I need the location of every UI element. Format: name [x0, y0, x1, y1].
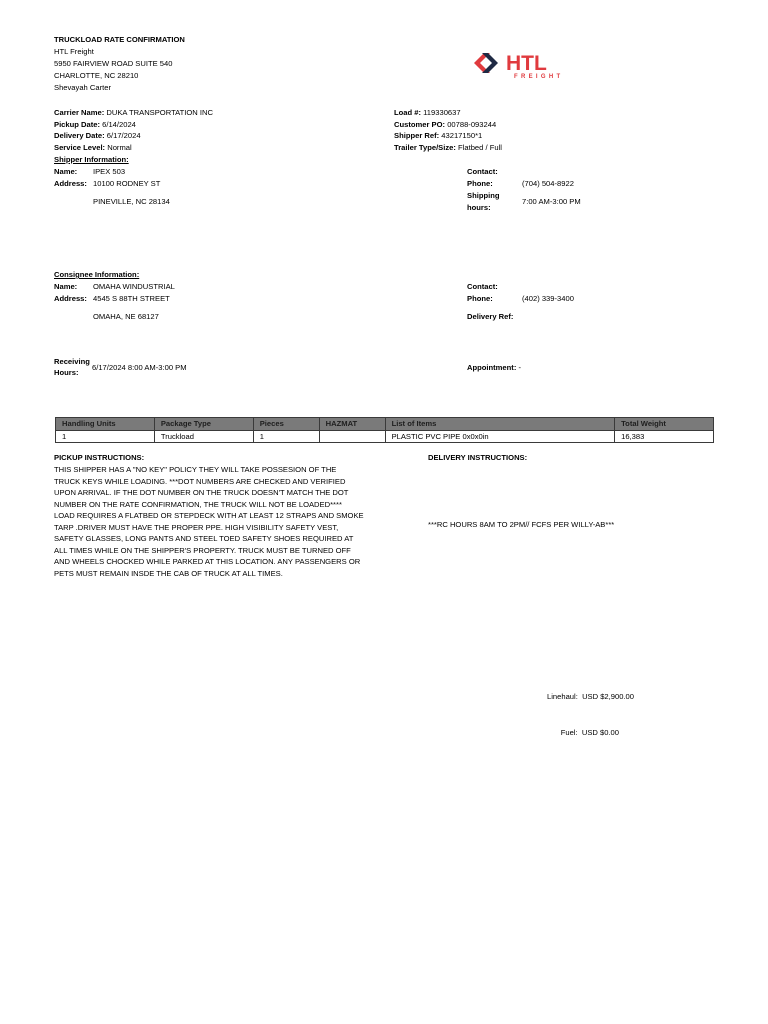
customer-po-value: 00788-093244 [447, 120, 497, 129]
shipper-heading: Shipper Information: [54, 155, 129, 164]
trailer-type-row [394, 142, 502, 154]
company-contact: Shevayah Carter [54, 83, 111, 92]
pickup-date-value: 6/14/2024 [102, 120, 136, 129]
shipper-hours-value: 7:00 AM-3:00 PM [522, 197, 581, 206]
consignee-address-line2: OMAHA, NE 68127 [93, 312, 159, 321]
service-level-label: Service Level: [54, 143, 106, 152]
appointment-label: Appointment: [467, 363, 517, 372]
linehaul-label: Linehaul: [547, 692, 578, 701]
load-number-label: Load #: [394, 108, 422, 117]
consignee-name-label: Name: [54, 282, 78, 291]
customer-po-label: Customer PO: [394, 120, 446, 129]
cell-list-of-items: PLASTIC PVC PIPE 0x0x0in [385, 430, 615, 443]
shipper-hours-label-2: hours: [467, 203, 491, 212]
fuel-value: USD $0.00 [581, 728, 619, 737]
linehaul-row [547, 691, 634, 703]
shipper-address-label: Address: [54, 179, 87, 188]
consignee-phone-value: (402) 339-3400 [522, 294, 574, 303]
shipper-address-line1: 10100 RODNEY ST [93, 179, 161, 188]
delivery-date-value: 6/17/2024 [106, 131, 141, 140]
shipper-name-label: Name: [54, 167, 78, 176]
delivery-instructions-heading: DELIVERY INSTRUCTIONS: [428, 453, 528, 462]
svg-text:HTL: HTL [506, 52, 547, 75]
appointment-value: - [518, 363, 522, 372]
service-level-value: Normal [107, 143, 132, 152]
document-title: TRUCKLOAD RATE CONFIRMATION [54, 35, 185, 44]
delivery-instructions-text: ***RC HOURS 8AM TO 2PM// FCFS PER WILLY-AB*** [428, 520, 615, 529]
delivery-date-label: Delivery Date: [54, 131, 105, 140]
col-package-type: Package Type [154, 418, 253, 431]
shipper-address-line2: PINEVILLE, NC 28134 [93, 197, 170, 206]
pickup-date-label: Pickup Date: [54, 120, 100, 129]
table-row [56, 430, 714, 443]
company-address-line2: CHARLOTTE, NC 28210 [54, 71, 139, 80]
col-handling-units: Handling Units [56, 418, 155, 431]
shipper-phone-label: Phone: [467, 179, 493, 188]
pickup-instructions-heading: PICKUP INSTRUCTIONS: [54, 453, 145, 462]
fuel-label: Fuel: [560, 728, 578, 737]
receiving-hours-value: 6/17/2024 8:00 AM-3:00 PM [92, 363, 187, 372]
shipper-contact-label: Contact: [467, 167, 498, 176]
logo-chevron-icon [470, 50, 580, 80]
fuel-row [561, 727, 619, 739]
items-table [55, 417, 714, 443]
htl-freight-logo [470, 50, 580, 80]
company-name: HTL Freight [54, 47, 94, 56]
delivery-ref-label: Delivery Ref: [467, 312, 514, 321]
col-list-of-items: List of Items [385, 418, 615, 431]
receiving-hours-label-1: Receiving [54, 357, 90, 366]
customer-po-row [394, 119, 496, 131]
pickup-instructions-text: THIS SHIPPER HAS A "NO KEY" POLICY THEY WILL TAKE POSSESION OF THE TRUCK KEYS WHILE LOADING. ***DOT NUMBERS ARE CHECKED AND VERIFIED UPON ARRIVAL. IF THE DOT NUMBER ON THE TRUCK DOESN'T MATCH THE DOT NUMBER ON THE RATE CONFIRMATION, THE TRUCK WILL NOT BE LOADED**** LOAD REQUIRES A FLATBED OR STEPDECK WITH AT LEAST 12 STRAPS AND SMOKE TARP .DRIVER MUST HAVE THE PROPER PPE. HIGH VISIBILITY SAFETY VEST, SAFETY GLASSES, LONG PANTS AND STEEL TOED SAFETY SHOES REQUIRED AT ALL TIMES WHILE ON THE SHIPPER'S PROPERTY. TRUCK MUST BE TURNED OFF AND WHEELS CHOCKED WHILE PARKED AT THIS LOCATION. ANY PASSENGERS OR PETS MUST REMAIN INSDE THE CAB OF TRUCK AT ALL TIMES. [54, 465, 364, 578]
linehaul-value: USD $2,900.00 [582, 692, 634, 701]
shipper-name-value: IPEX 503 [93, 167, 126, 176]
cell-package-type: Truckload [154, 430, 253, 443]
shipper-ref-row [394, 130, 482, 142]
carrier-name-value: DUKA TRANSPORTATION INC [106, 108, 213, 117]
consignee-heading: Consignee Information: [54, 270, 140, 279]
load-number-row [394, 107, 461, 119]
shipper-hours-label-1: Shipping [467, 191, 500, 200]
carrier-name-label: Carrier Name: [54, 108, 105, 117]
appointment-row [467, 362, 521, 374]
shipper-ref-label: Shipper Ref: [394, 131, 440, 140]
cell-hazmat [319, 430, 385, 443]
shipper-ref-value: 43217150*1 [441, 131, 483, 140]
consignee-name-value: OMAHA WINDUSTRIAL [93, 282, 175, 291]
carrier-name-row [54, 107, 213, 119]
shipper-phone-value: (704) 504-8922 [522, 179, 574, 188]
service-level-row [54, 142, 132, 154]
col-hazmat: HAZMAT [319, 418, 385, 431]
delivery-date-row [54, 130, 141, 142]
svg-text:FREIGHT: FREIGHT [514, 74, 564, 80]
col-pieces: Pieces [253, 418, 319, 431]
load-number-value: 119330637 [423, 108, 461, 117]
consignee-phone-label: Phone: [467, 294, 493, 303]
company-address-line1: 5950 FAIRVIEW ROAD SUITE 540 [54, 59, 173, 68]
consignee-contact-label: Contact: [467, 282, 498, 291]
col-total-weight: Total Weight [615, 418, 714, 431]
receiving-hours-label-2: Hours: [54, 368, 79, 377]
items-table-header-row [56, 418, 714, 431]
consignee-address-line1: 4545 S 88TH STREET [93, 294, 170, 303]
trailer-type-label: Trailer Type/Size: [394, 143, 456, 152]
cell-total-weight: 16,383 [615, 430, 714, 443]
pickup-date-row [54, 119, 136, 131]
consignee-address-label: Address: [54, 294, 87, 303]
cell-handling-units: 1 [56, 430, 155, 443]
cell-pieces: 1 [253, 430, 319, 443]
trailer-type-value: Flatbed / Full [458, 143, 502, 152]
